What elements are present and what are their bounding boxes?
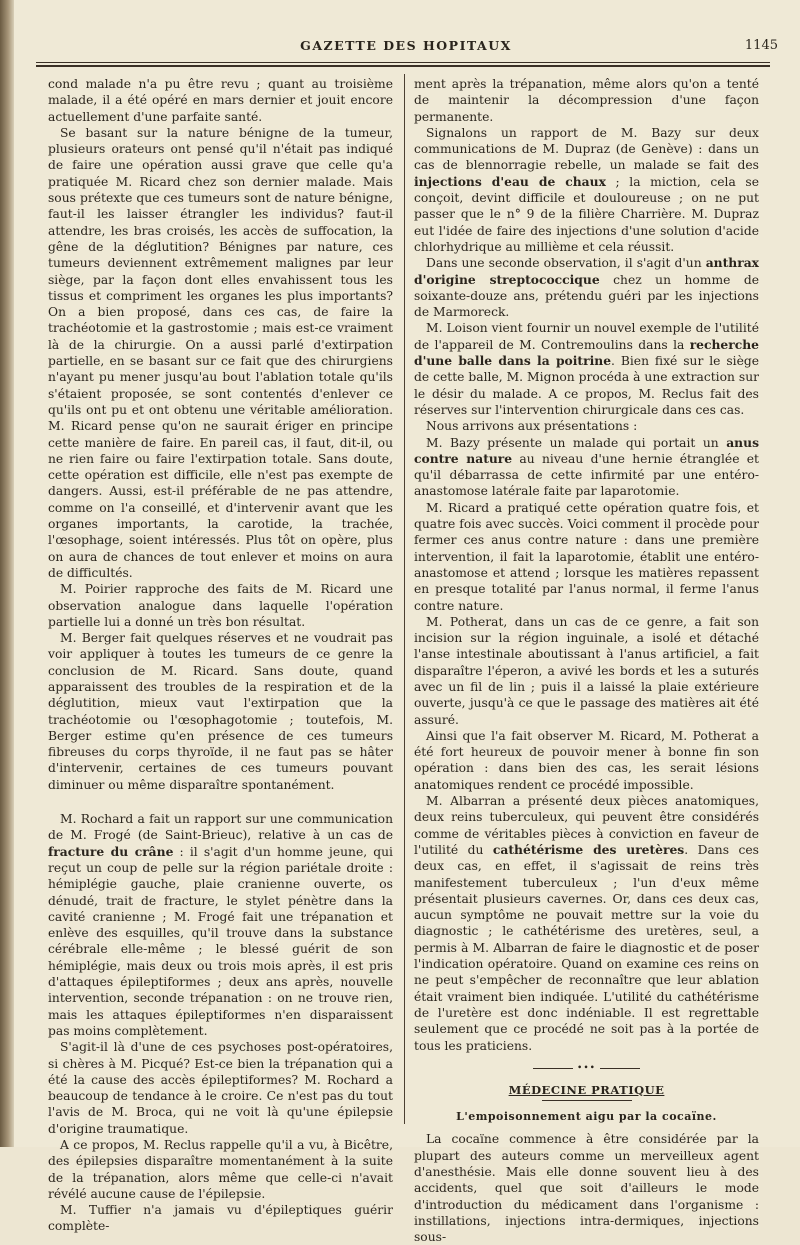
bold-term: anthrax d'origine streptococcique [414, 255, 759, 287]
header-rule-thick [36, 65, 770, 67]
paragraph [48, 811, 393, 1039]
paragraph: M. Berger fait quelques réserves et ne voudrait pas voir appliquer à toutes les tumeurs de ce genre la conclusion de M. Ricard. Sans doute, quand apparaissent des troubles de la respiration et de la déglutition, mieux vaut l'extirpation que la trachéotomie ou l'œsophagotomie ; toutefois, M. Berger estime qu'en présence de ces tumeurs fibreuses du corps thyroïde, il ne faut pas se hâter d'intervenir, certaines de ces tumeurs pouvant diminuer ou même disparaître spontanément. [48, 631, 393, 792]
paragraph: S'agit-il là d'une de ces psychoses post-opératoires, si chères à M. Picqué? Est-ce bien la trépanation qui a été la cause des accès épileptiformes? M. Rochard a beaucoup de tendance à le croire. Ce n'est pas du tout l'avis de M. Broca, qui ne voit là qu'une épilepsie d'origine traumatique. [48, 1040, 393, 1136]
page-number: 1145 [744, 38, 778, 53]
book-spine-edge [0, 0, 14, 1147]
text-run: chez un homme de soixante-douze ans, prétendu guéri par les injections de Marmoreck. [414, 272, 759, 320]
ornament-line-left [533, 1068, 573, 1069]
paragraph [414, 435, 759, 500]
ornament-line-right [600, 1068, 640, 1069]
paragraph [414, 255, 759, 320]
text-run: : il s'agit d'un homme jeune, qui reçut un coup de pelle sur la région pariétale droite : hémiplégie gauche, plaie cranienne ouverte, os dénudé, trait de fracture, le stylet pénètre dans la cavité cranienne ; M. Frogé fait une trépanation et enlève des esquilles, qu'il trouve dans la substance cérébrale elle-même ; le blessé guérit de son hémiplégie, mais deux ou trois mois après, il est pris d'attaques épileptiformes ; deux ans après, nouvelle intervention, seconde trépanation : on ne trouve rien, mais les attaques épileptiformes n'en disparaissent pas moins complètement. [48, 844, 393, 1038]
text-run: M. Bazy présente un malade qui portait un [426, 435, 727, 450]
paragraph [414, 793, 759, 1054]
bold-term: fracture du crâne [48, 843, 174, 859]
bold-term: anus contre nature [414, 434, 759, 466]
paragraph: M. Potherat, dans un cas de ce genre, a fait son incision sur la région inguinale, a isolé et détaché l'anse intestinale aboutissant à l'anus artificiel, a fait disparaître l'éperon, a avivé les bords et les a suturés avec un fil de lin ; puis il a laissé la plaie extérieure ouverte, jusqu'à ce que le passage des matières ait été assuré. [414, 614, 759, 727]
text-run: ; la miction, cela se conçoit, devint difficile et douloureuse ; on ne put passer que le n° 9 de la filière Charrière. M. Dupraz eut l'idée de faire des injections d'une solution d'acide chlorhydrique au millième et cela réussit. [414, 174, 759, 254]
paragraph [414, 320, 759, 418]
section-title-rule [542, 1100, 632, 1101]
paragraph: A ce propos, M. Reclus rappelle qu'il a vu, à Bicêtre, des épilepsies disparaître momentanément à la suite de la trépanation, alors même que celle-ci n'avait révélé aucune cause de l'épilepsie. [48, 1138, 393, 1201]
paragraph: Nous arrivons aux présentations : [426, 419, 638, 434]
text-run: Dans une seconde observation, il s'agit d'un [426, 256, 706, 271]
subsection-title: L'empoisonnement aigu par la cocaïne. [456, 1110, 717, 1124]
paragraph [414, 125, 759, 255]
bold-term: recherche d'une balle dans la poitrine [414, 336, 759, 369]
bold-term: cathétérisme des uretères [492, 841, 685, 857]
header-rule-thin [36, 62, 770, 63]
paragraph: La cocaïne commence à être considérée par la plupart des auteurs comme un merveilleux agent d'anesthésie. Mais elle donne souvent lieu à des accidents, quel que soit d'ailleurs le mode d'introduction du médicament dans l'organisme : instillations, injections intra-dermiques, injections sous- [414, 1132, 759, 1245]
journal-title: GAZETTE DES HOPITAUX [300, 38, 512, 53]
section-ornament [414, 1060, 759, 1074]
text-run: au niveau d'une hernie étranglée et qu'il débarrassa de cette infirmité par une entéro-anastomose latérale faite par laparotomie. [414, 451, 759, 499]
text-run: . Dans ces deux cas, en effet, il s'agissait de reins très manifestement tuberculeux ; l'un d'eux même présentait plusieurs cavernes. Or, dans ces deux cas, aucun symptôme ne pouvait mettre sur la voie du diagnostic ; le cathétérisme des uretères, seul, a permis à M. Albarran de faire le diagnostic et de poser l'indication opératoire. Quand on examine ces reins on ne peut s'empêcher de reconnaître que leur ablation était vraiment bien indiquée. L'utilité du cathétérisme de l'uretère est donc indéniable. Il est regrettable seulement que ce procédé ne soit pas à la portée de tous les praticiens. [414, 842, 759, 1053]
section-title: MÉDECINE PRATIQUE [508, 1082, 665, 1097]
bold-term: injections d'eau de chaux [414, 173, 606, 189]
page-header [30, 38, 782, 60]
paragraph: ment après la trépanation, même alors qu'on a tenté de maintenir la décompression d'une façon permanente. [414, 77, 759, 124]
text-run: M. Loison vient fournir un nouvel exemple de l'utilité de l'appareil de M. Contremoulins dans la [414, 321, 759, 352]
text-run: . Bien fixé sur le siège de cette balle, M. Mignon procéda à une extraction sur le désir du malade. A ce propos, M. Reclus fait des réserves sur l'intervention chirurgicale dans ces cas. [414, 354, 760, 417]
paragraph: Se basant sur la nature bénigne de la tumeur, plusieurs orateurs ont pensé qu'il n'était pas indiqué de faire une opération aussi grave que celle qu'a pratiquée M. Ricard chez son dernier malade. Mais sous prétexte que ces tumeurs sont de nature bénigne, faut-il les laisser étrangler les individus? faut-il attendre, les bras croisés, les accès de suffocation, la gêne de la déglutition? Bénignes par nature, ces tumeurs deviennent extrêmement malignes par leur siège, par la façon dont elles envahissent tous les tissus et compriment les organes les plus importants? On a bien proposé, dans ces cas, de faire la trachéotomie et la gastrostomie ; mais est-ce vraiment là de la chirurgie. On a aussi parlé d'extirpation partielle, en se basant sur ce fait que des chirurgiens n'ayant pu mener jusqu'au bout l'ablation totale qu'ils s'étaient proposée, se sont contentés d'enlever ce qu'ils ont pu et ont obtenu une véritable amélioration. M. Ricard pense qu'on ne saurait ériger en principe cette manière de faire. En pareil cas, il faut, dit-il, ou ne rien faire ou faire l'extirpation totale. Sans doute, cette opération est difficile, elle n'est pas exempte de dangers. Aussi, est-il préférable de ne pas attendre, comme on l'a conseillé, et d'intervenir avant que les organes importants, la carotide, la trachée, l'œsophage, soient intéressés. Plus tôt on opère, plus on aura de chances de tout enlever et moins on aura de difficultés. [48, 125, 393, 580]
paragraph: M. Tuffier n'a jamais vu d'épileptiques guérir complète- [48, 1203, 393, 1234]
ornament-dots: ••• [577, 1063, 596, 1074]
paragraph: cond malade n'a pu être revu ; quant au troisième malade, il a été opéré en mars dernier et jouit encore actuellement d'une parfaite santé. [48, 77, 393, 124]
left-column [48, 76, 393, 1235]
text-run: Signalons un rapport de M. Bazy sur deux communications de M. Dupraz (de Genève) : dans un cas de blennorragie rebelle, un malade se fait des [414, 125, 759, 173]
paragraph: Ainsi que l'a fait observer M. Ricard, M. Potherat a été fort heureux de pouvoir mener à bonne fin son opération : dans bien des cas, les serait lésions anatomiques rendent ce procédé impossible. [414, 728, 759, 792]
right-column [414, 76, 759, 1245]
column-separator [404, 74, 405, 1124]
text-run: M. Albarran a présenté deux pièces anatomiques, deux reins tuberculeux, qui peuvent être considérés comme de véritables pièces à conviction en faveur de l'utilité du [414, 794, 759, 857]
paragraph: M. Ricard a pratiqué cette opération quatre fois, et quatre fois avec succès. Voici comment il procède pour fermer ces anus contre nature : dans une première intervention, il fait la laparotomie, établit une entéro-anastomose et attend ; lorsque les matières repassent en presque totalité par l'anus normal, il ferme l'anus contre nature. [414, 500, 759, 613]
paragraph: M. Poirier rapproche des faits de M. Ricard une observation analogue dans laquelle l'opération partielle lui a donné un très bon résultat. [48, 582, 393, 629]
text-run: M. Rochard a fait un rapport sur une communication de M. Frogé (de Saint-Brieuc), relative à un cas de [48, 812, 393, 843]
